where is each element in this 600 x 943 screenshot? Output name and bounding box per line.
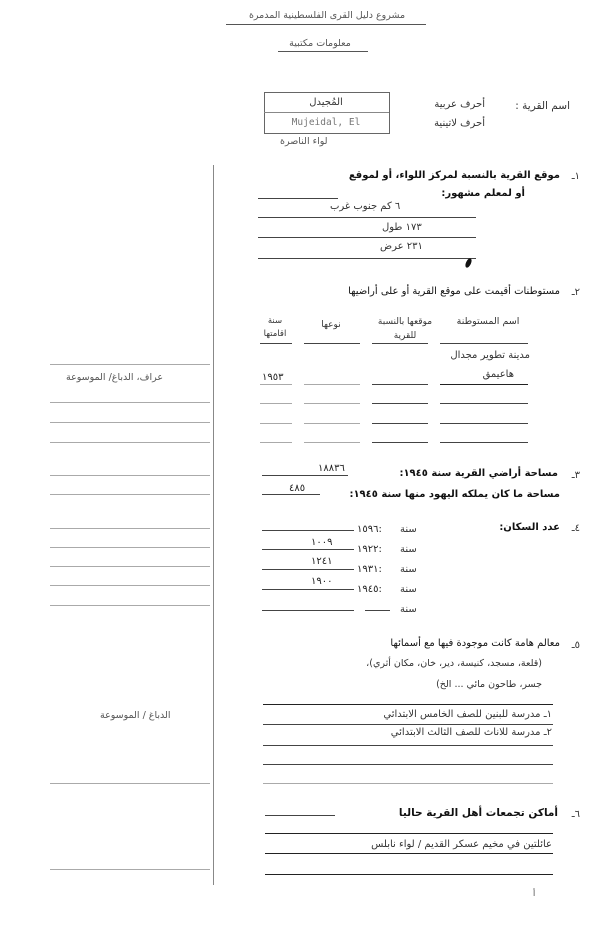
title-underline: [226, 24, 426, 25]
section4-number: ٤ـ: [571, 523, 580, 534]
population-value-2: ١٢٤١: [311, 556, 333, 567]
population-year-3: ١٩٤٥:: [357, 584, 382, 595]
population-line-0: [262, 530, 354, 531]
table-line: [260, 403, 292, 404]
notes-line: [50, 442, 210, 443]
land-area-line: [262, 475, 348, 476]
col-header-type: نوعها: [321, 320, 341, 330]
table-line: [440, 384, 528, 385]
population-year-prefix: سنة: [400, 524, 417, 535]
population-value-1: ١٠٠٩: [311, 537, 333, 548]
section5-source-note: الدباغ / الموسوعة: [100, 710, 171, 721]
section6-line-2: [265, 853, 553, 854]
jewish-owned-label: مساحة ما كان يملكه اليهود منها سنة ١٩٤٥:: [349, 489, 560, 500]
settlement-row-1-year: ١٩٥٣: [262, 372, 284, 383]
project-title: مشروع دليل القرى الفلسطينية المدمرة: [248, 10, 406, 21]
table-line: [372, 384, 428, 385]
col-header-location: موقعها بالنسبة للقرية: [377, 317, 433, 341]
section6-answer: عائلتين في مخيم عسكر القديم / لواء نابلس: [371, 839, 552, 850]
land-area-label: مساحة أراضي القرية سنة ١٩٤٥:: [399, 468, 558, 479]
section5-question-line1: معالم هامة كانت موجودة فيها مع أسمائها: [390, 638, 560, 649]
col-header-underline-name: [440, 343, 528, 344]
section1-number: ١ـ: [571, 171, 580, 182]
table-line: [440, 403, 528, 404]
population-year-blank: [365, 610, 390, 611]
section6-number: ٦ـ: [571, 809, 580, 820]
landmark-line-1: [263, 724, 553, 725]
section2-question: مستوطنات أقيمت على موقع القرية أو على أراضيها: [348, 286, 560, 297]
section1-line-3: [258, 258, 476, 259]
settlement-row-0-name: مدينة تطوير مجدال: [450, 350, 530, 361]
section5-question-line3: جسر، طاحون مائي ... الخ): [436, 679, 542, 690]
population-line-2: [262, 569, 354, 570]
section1-question-line1: موقع القرية بالنسبة لمركز اللواء، أو لموقع: [348, 170, 560, 181]
landmark-line-3: [263, 764, 553, 765]
section1-answer-1: ١٧٣ طول: [382, 222, 422, 233]
population-line-1: [262, 549, 354, 550]
population-year-2: ١٩٣١:: [357, 564, 382, 575]
table-line: [260, 384, 292, 385]
page-subtitle: معلومات مكتبية: [289, 38, 351, 49]
section1-answer-2: ٢٣١ عرض: [380, 241, 423, 252]
table-line: [372, 442, 428, 443]
landmark-line-2: [263, 745, 553, 746]
population-value-3: ١٩٠٠: [311, 576, 333, 587]
page-mark: أ: [533, 889, 536, 898]
notes-line: [50, 605, 210, 606]
margin-separator: [213, 165, 214, 885]
section3-number: ٣ـ: [571, 470, 580, 481]
section1-question-line2: أو لمعلم مشهور:: [441, 188, 525, 199]
population-year-1: ١٩٢٢:: [357, 544, 382, 555]
notes-line: [50, 783, 210, 784]
village-latin-name: Mujeidal, El: [291, 117, 361, 128]
table-line: [440, 423, 528, 424]
jewish-owned-value: ٤٨٥: [289, 483, 306, 494]
col-header-year: سنة اقامتها: [263, 316, 287, 339]
notes-line: [50, 566, 210, 567]
population-year-prefix: سنة: [400, 604, 417, 615]
notes-line: [50, 528, 210, 529]
notes-line: [50, 547, 210, 548]
notes-line: [50, 475, 210, 476]
section6-line-1: [265, 833, 553, 834]
village-arabic-name: المُجيدل: [309, 97, 343, 108]
population-year-prefix: سنة: [400, 584, 417, 595]
population-line-3: [262, 589, 354, 590]
district-name: لواء الناصرة: [280, 136, 328, 147]
population-year-prefix: سنة: [400, 544, 417, 555]
notes-line: [50, 869, 210, 870]
table-line: [304, 384, 360, 385]
section6-question: أماكن تجمعات أهل القرية حاليا: [398, 807, 558, 819]
col-header-underline-location: [372, 343, 428, 344]
table-line: [304, 403, 360, 404]
section1-answer-0: ٦ كم جنوب غرب: [330, 201, 401, 212]
section1-line-0: [258, 198, 338, 199]
landmark-0: ١ـ مدرسة للبنين للصف الخامس الابتدائي: [383, 709, 552, 720]
notes-line: [50, 494, 210, 495]
col-header-settlement-name: اسم المستوطنة: [456, 316, 520, 327]
section1-line-2: [258, 237, 476, 238]
col-header-underline-type: [304, 343, 360, 344]
arabic-letters-label: أحرف عربية: [434, 99, 485, 110]
village-name-label: اسم القرية :: [515, 100, 570, 112]
population-year-0: ١٥٩٦:: [357, 524, 382, 535]
section1-line-1: [258, 217, 476, 218]
ink-mark: [464, 257, 473, 268]
section2-number: ٢ـ: [571, 287, 580, 298]
jewish-owned-line: [262, 494, 320, 495]
table-line: [304, 423, 360, 424]
landmark-line-0: [263, 704, 553, 705]
village-name-box-divider: [264, 112, 389, 113]
table-line: [372, 403, 428, 404]
landmark-line-4: [263, 783, 553, 784]
subtitle-underline: [278, 51, 368, 52]
notes-line: [50, 585, 210, 586]
notes-line: [50, 364, 210, 365]
table-line: [372, 423, 428, 424]
table-line: [440, 442, 528, 443]
col-header-underline-year: [260, 343, 292, 344]
table-line: [260, 423, 292, 424]
table-line: [304, 442, 360, 443]
section6-line-3: [265, 874, 553, 875]
section5-number: ٥ـ: [571, 640, 580, 651]
section6-line-0: [265, 815, 335, 816]
latin-letters-label: أحرف لاتينية: [434, 118, 485, 129]
population-line-4: [262, 610, 354, 611]
table-line: [260, 442, 292, 443]
section5-question-line2: (قلعة، مسجد، كنيسة، دير، خان، مكان أثري)،: [366, 658, 542, 669]
population-label: عدد السكان:: [499, 522, 560, 533]
section2-source-note: عراف، الدباغ/ الموسوعة: [66, 372, 163, 383]
settlement-row-1-name: هاعيمق: [482, 369, 514, 380]
notes-line: [50, 422, 210, 423]
population-year-prefix: سنة: [400, 564, 417, 575]
land-area-value: ١٨٨٣٦: [318, 463, 345, 474]
landmark-1: ٢ـ مدرسة للاناث للصف الثالث الابتدائي: [390, 727, 552, 738]
notes-line: [50, 402, 210, 403]
